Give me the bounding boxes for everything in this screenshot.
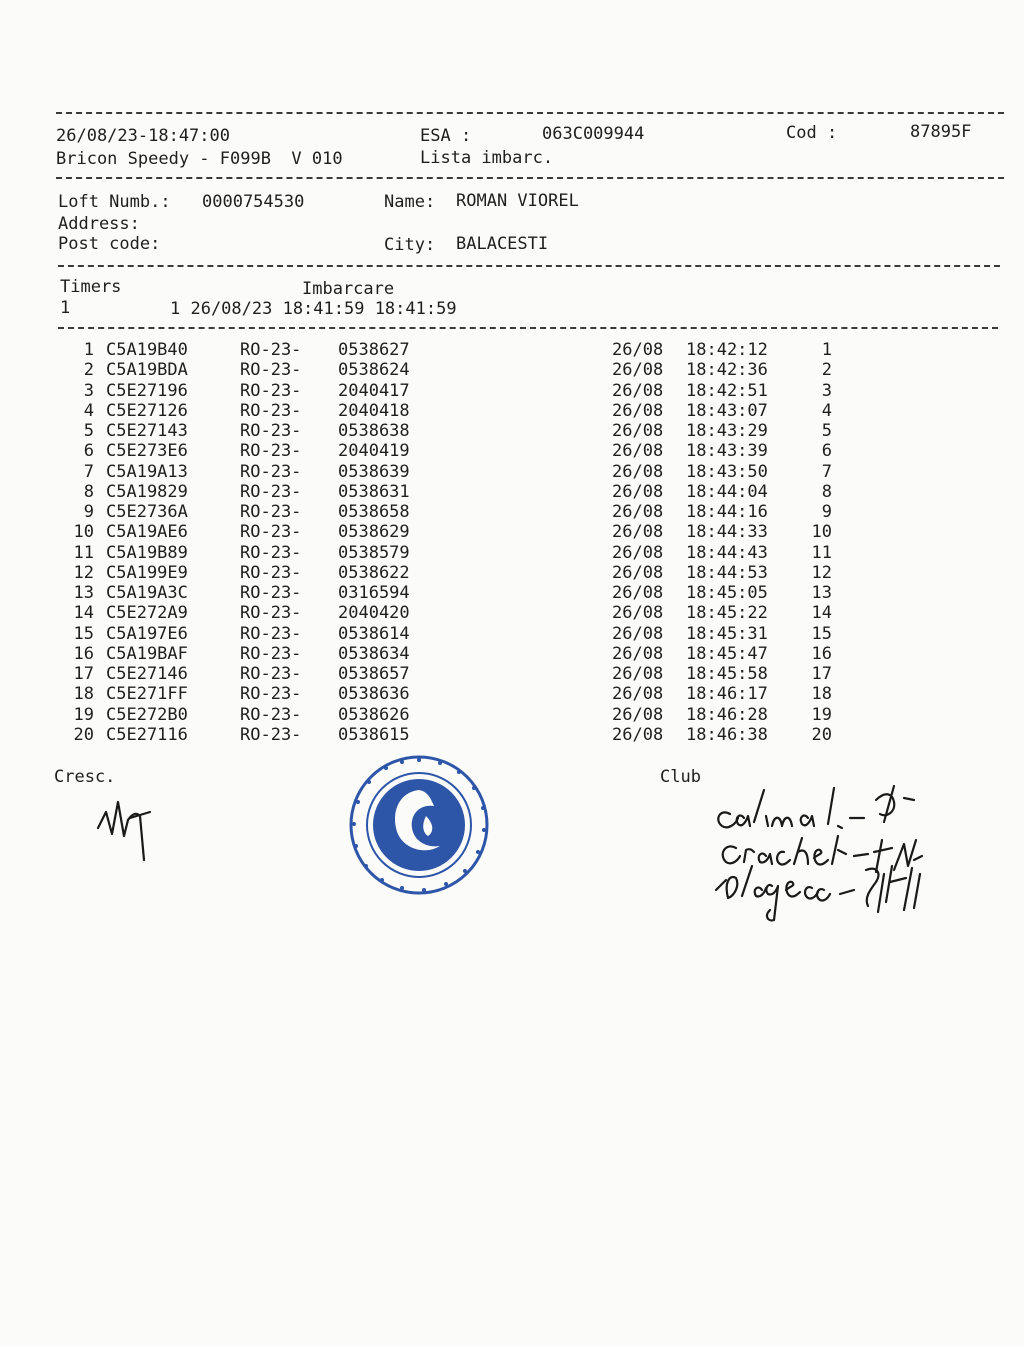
- basket-date: 26/08: [612, 684, 664, 705]
- table-row: [0, 705, 1024, 725]
- position: 1: [821, 340, 832, 360]
- ring-number: 0316594: [338, 583, 410, 603]
- basket-date: 26/08: [612, 481, 664, 502]
- row-index: 15: [73, 623, 94, 644]
- ring-number: 0538622: [338, 562, 410, 583]
- ring-number: 0538658: [338, 502, 410, 522]
- basket-date: 26/08: [612, 704, 664, 725]
- basket-time: 18:42:12: [686, 340, 768, 360]
- chip-code: C5E27146: [106, 664, 188, 684]
- row-index: 14: [73, 603, 94, 624]
- ring-prefix: RO-23-: [240, 400, 302, 421]
- row-index: 6: [83, 441, 94, 462]
- basket-time: 18:46:38: [686, 724, 768, 745]
- basket-time: 18:45:05: [686, 583, 768, 603]
- position: 16: [811, 643, 832, 664]
- ring-prefix: RO-23-: [240, 684, 302, 705]
- table-row: [0, 603, 1024, 623]
- loft-label: Loft Numb.:: [58, 192, 171, 212]
- ring-prefix: RO-23-: [240, 481, 302, 502]
- ring-prefix: RO-23-: [240, 603, 302, 624]
- table-row: [0, 664, 1024, 684]
- ring-prefix: RO-23-: [240, 502, 302, 522]
- row-index: 19: [73, 704, 94, 725]
- position: 6: [821, 441, 832, 462]
- table-row: [0, 462, 1024, 482]
- ring-number: 2040420: [338, 603, 410, 624]
- breeder-signature: [92, 790, 162, 870]
- ring-number: 0538627: [338, 340, 410, 360]
- print-datetime: 26/08/23-18:47:00: [56, 126, 230, 146]
- chip-code: C5A19A3C: [106, 583, 188, 603]
- separator-owner: [58, 265, 1000, 267]
- chip-code: C5A19AE6: [106, 522, 188, 543]
- list-title: Lista imbarc.: [420, 148, 554, 168]
- ring-number: 0538636: [338, 684, 410, 705]
- position: 11: [811, 542, 832, 563]
- table-row: [0, 624, 1024, 644]
- ring-number: 0538631: [338, 481, 410, 502]
- basket-date: 26/08: [612, 502, 664, 522]
- chip-code: C5E27126: [106, 400, 188, 421]
- ring-prefix: RO-23-: [240, 380, 302, 401]
- basket-time: 18:46:28: [686, 704, 768, 725]
- position: 7: [821, 461, 832, 482]
- ring-number: 2040418: [338, 400, 410, 421]
- row-index: 13: [73, 583, 94, 603]
- chip-code: C5A19B89: [106, 542, 188, 563]
- position: 17: [811, 664, 832, 684]
- ring-number: 0538629: [338, 522, 410, 543]
- ring-number: 0538634: [338, 643, 410, 664]
- basket-time: 18:45:31: [686, 623, 768, 644]
- ring-number: 2040419: [338, 441, 410, 462]
- ring-prefix: RO-23-: [240, 724, 302, 745]
- row-index: 8: [83, 481, 94, 502]
- basket-date: 26/08: [612, 643, 664, 664]
- table-row: [0, 583, 1024, 603]
- table-row: [0, 563, 1024, 583]
- imbarcare-label: Imbarcare: [302, 279, 395, 299]
- table-row: [0, 522, 1024, 542]
- ring-number: 0538626: [338, 704, 410, 725]
- basket-time: 18:42:51: [686, 380, 768, 401]
- ring-prefix: RO-23-: [240, 704, 302, 725]
- basket-time: 18:45:58: [686, 664, 768, 684]
- position: 20: [811, 724, 832, 745]
- club-signatures: [708, 770, 953, 930]
- position: 5: [821, 421, 832, 441]
- basket-date: 26/08: [612, 562, 664, 583]
- basket-date: 26/08: [612, 380, 664, 401]
- table-row: [0, 340, 1024, 360]
- ring-number: 0538615: [338, 724, 410, 745]
- basket-date: 26/08: [612, 623, 664, 644]
- basket-time: 18:45:22: [686, 603, 768, 624]
- chip-code: C5A199E9: [106, 562, 188, 583]
- basket-time: 18:43:07: [686, 400, 768, 421]
- row-index: 3: [83, 380, 94, 401]
- basket-date: 26/08: [612, 340, 664, 360]
- basket-time: 18:42:36: [686, 360, 768, 381]
- name-label: Name:: [384, 192, 436, 212]
- row-index: 7: [83, 461, 94, 482]
- ring-prefix: RO-23-: [240, 542, 302, 563]
- position: 12: [811, 562, 832, 583]
- ring-number: 0538639: [338, 461, 410, 482]
- row-index: 17: [73, 664, 94, 684]
- chip-code: C5E2736A: [106, 502, 188, 522]
- row-index: 18: [73, 684, 94, 705]
- ring-prefix: RO-23-: [240, 583, 302, 603]
- ring-prefix: RO-23-: [240, 421, 302, 441]
- row-index: 1: [83, 340, 94, 360]
- table-row: [0, 381, 1024, 401]
- name-value: ROMAN VIOREL: [456, 191, 579, 211]
- ring-prefix: RO-23-: [240, 623, 302, 644]
- table-row: [0, 441, 1024, 461]
- basket-time: 18:45:47: [686, 643, 768, 664]
- row-index: 12: [73, 562, 94, 583]
- basket-date: 26/08: [612, 522, 664, 543]
- esa-label: ESA :: [420, 126, 472, 146]
- basket-time: 18:43:29: [686, 421, 768, 441]
- chip-code: C5A19829: [106, 481, 188, 502]
- basket-date: 26/08: [612, 603, 664, 624]
- basket-time: 18:46:17: [686, 684, 768, 705]
- table-row: [0, 543, 1024, 563]
- chip-code: C5A19BDA: [106, 360, 188, 381]
- ring-number: 0538624: [338, 360, 410, 381]
- basket-time: 18:44:33: [686, 522, 768, 543]
- table-row: [0, 360, 1024, 380]
- basket-date: 26/08: [612, 441, 664, 462]
- club-stamp: [344, 750, 494, 900]
- basket-time: 18:43:39: [686, 441, 768, 462]
- chip-code: C5E27143: [106, 421, 188, 441]
- timer-number: 1: [60, 298, 71, 318]
- chip-code: C5E272B0: [106, 704, 188, 725]
- city-value: BALACESTI: [456, 234, 549, 254]
- ring-number: 0538614: [338, 623, 410, 644]
- position: 13: [811, 583, 832, 603]
- ring-prefix: RO-23-: [240, 360, 302, 381]
- chip-code: C5A197E6: [106, 623, 188, 644]
- position: 19: [811, 704, 832, 725]
- basket-time: 18:44:43: [686, 542, 768, 563]
- row-index: 20: [73, 724, 94, 745]
- separator-header: [56, 177, 1004, 179]
- address-label: Address:: [58, 214, 140, 234]
- row-index: 5: [83, 421, 94, 441]
- basket-date: 26/08: [612, 421, 664, 441]
- postcode-label: Post code:: [58, 234, 161, 254]
- chip-code: C5A19A13: [106, 461, 188, 482]
- basket-date: 26/08: [612, 461, 664, 482]
- table-row: [0, 482, 1024, 502]
- separator-top: [56, 112, 1004, 114]
- ring-number: 0538638: [338, 421, 410, 441]
- loft-value: 0000754530: [202, 192, 305, 212]
- chip-code: C5A19B40: [106, 340, 188, 360]
- separator-timers: [58, 327, 998, 329]
- basket-time: 18:44:53: [686, 562, 768, 583]
- position: 2: [821, 360, 832, 381]
- chip-code: C5E27116: [106, 724, 188, 745]
- basket-time: 18:43:50: [686, 461, 768, 482]
- basket-date: 26/08: [612, 542, 664, 563]
- cresc-label: Cresc.: [54, 767, 116, 787]
- ring-prefix: RO-23-: [240, 643, 302, 664]
- chip-code: C5A19BAF: [106, 643, 188, 664]
- cod-value: 87895F: [910, 122, 972, 142]
- device-info: Bricon Speedy - F099B V 010: [56, 149, 343, 169]
- basket-date: 26/08: [612, 724, 664, 745]
- ring-prefix: RO-23-: [240, 441, 302, 462]
- ring-prefix: RO-23-: [240, 664, 302, 684]
- ring-prefix: RO-23-: [240, 340, 302, 360]
- club-label: Club: [660, 767, 701, 787]
- ring-number: 0538579: [338, 542, 410, 563]
- ring-prefix: RO-23-: [240, 562, 302, 583]
- table-row: [0, 684, 1024, 704]
- ring-number: 0538657: [338, 664, 410, 684]
- basket-date: 26/08: [612, 360, 664, 381]
- timer-line: 1 26/08/23 18:41:59 18:41:59: [170, 299, 457, 319]
- table-row: [0, 644, 1024, 664]
- basket-date: 26/08: [612, 400, 664, 421]
- table-row: [0, 502, 1024, 522]
- row-index: 16: [73, 643, 94, 664]
- table-row: [0, 725, 1024, 745]
- cod-label: Cod :: [786, 123, 838, 143]
- basket-time: 18:44:16: [686, 502, 768, 522]
- basket-date: 26/08: [612, 583, 664, 603]
- timers-label: Timers: [60, 277, 122, 297]
- chip-code: C5E27196: [106, 380, 188, 401]
- table-row: [0, 421, 1024, 441]
- row-index: 10: [73, 522, 94, 543]
- chip-code: C5E271FF: [106, 684, 188, 705]
- position: 10: [811, 522, 832, 543]
- row-index: 2: [83, 360, 94, 381]
- chip-code: C5E272A9: [106, 603, 188, 624]
- ring-prefix: RO-23-: [240, 522, 302, 543]
- city-label: City:: [384, 235, 436, 255]
- table-row: [0, 401, 1024, 421]
- position: 4: [821, 400, 832, 421]
- basket-time: 18:44:04: [686, 481, 768, 502]
- position: 18: [811, 684, 832, 705]
- position: 9: [821, 502, 832, 522]
- position: 14: [811, 603, 832, 624]
- ring-number: 2040417: [338, 380, 410, 401]
- row-index: 11: [73, 542, 94, 563]
- position: 15: [811, 623, 832, 644]
- position: 3: [821, 380, 832, 401]
- esa-value: 063C009944: [542, 124, 645, 144]
- chip-code: C5E273E6: [106, 441, 188, 462]
- position: 8: [821, 481, 832, 502]
- row-index: 9: [83, 502, 94, 522]
- ring-prefix: RO-23-: [240, 461, 302, 482]
- row-index: 4: [83, 400, 94, 421]
- basket-date: 26/08: [612, 664, 664, 684]
